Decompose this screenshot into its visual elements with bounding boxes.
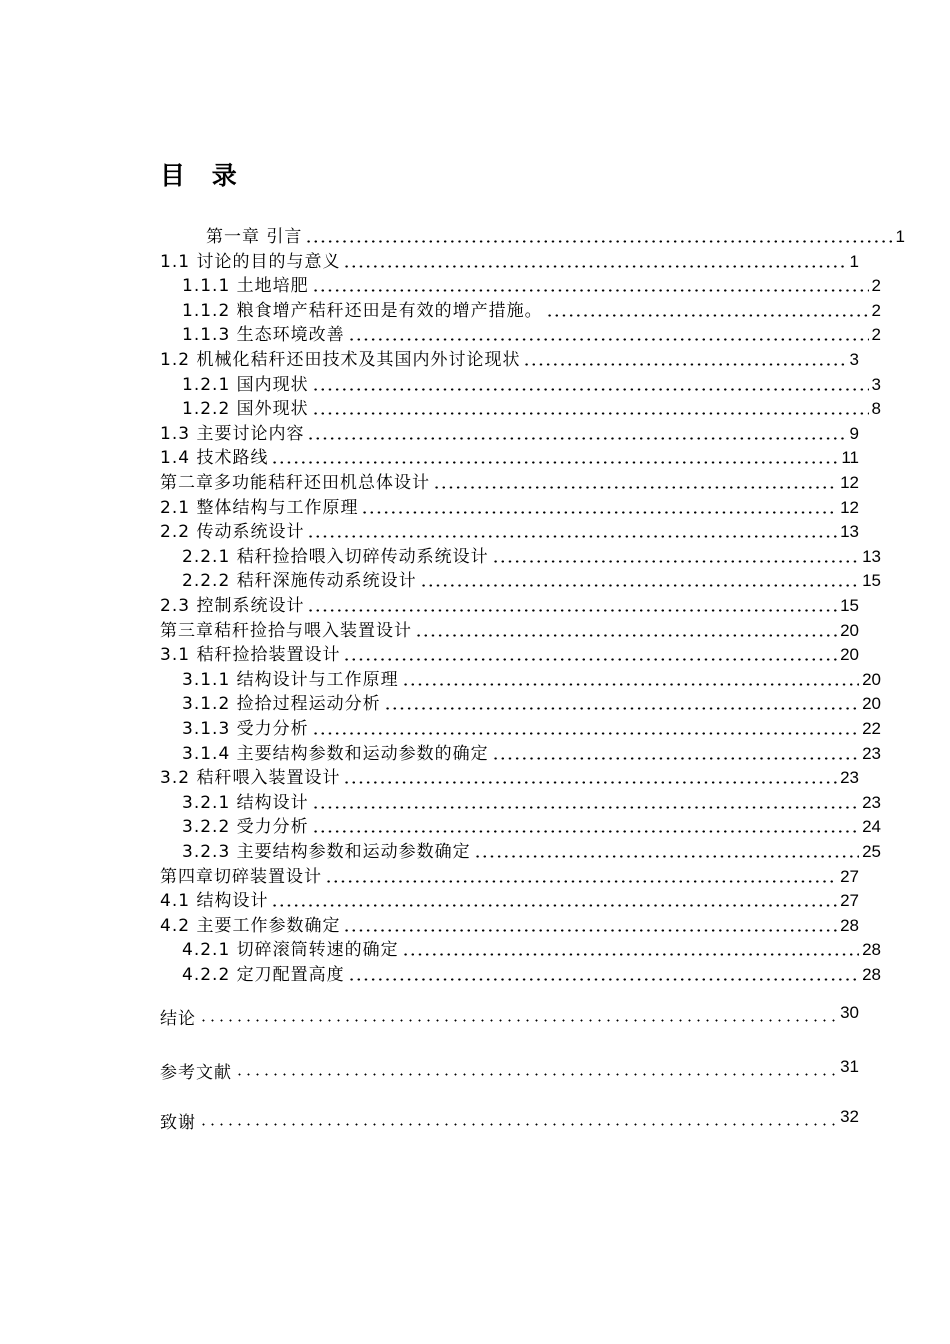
toc-entry-page-number: 20 [840, 645, 859, 665]
toc-entry-label: 1.2 机械化秸秆还田技术及其国内外讨论现状 [160, 350, 521, 370]
toc-entry-label: 4.2 主要工作参数确定 [160, 915, 341, 936]
toc-entry-page-number: 27 [840, 891, 859, 911]
toc-entry-label: 1.1 讨论的目的与意义 [160, 251, 341, 272]
toc-entry-page-number: 13 [862, 546, 881, 566]
toc-entry-page-number: 32 [840, 1107, 859, 1126]
toc-entry-label: 3.2 秸秆喂入装置设计 [160, 768, 341, 789]
toc-entry[interactable] [160, 247, 859, 273]
toc-entry[interactable] [160, 394, 881, 420]
toc-entry-label: 结论 [160, 1009, 196, 1029]
toc-entry-label: 1.2.2 国外现状 [182, 399, 309, 420]
toc-entry[interactable] [160, 468, 859, 494]
toc-entry-page-number: 9 [849, 423, 859, 443]
toc-entry-page-number: 3 [871, 374, 881, 394]
toc-entry-page-number: 20 [862, 669, 881, 689]
toc-entry-label: 2.1 整体结构与工作原理 [160, 497, 359, 518]
toc-entry-label: 4.2.1 切碎滚筒转速的确定 [182, 940, 399, 961]
toc-entry[interactable] [160, 370, 881, 396]
toc-entry-label: 参考文献 [160, 1063, 232, 1083]
toc-entry-label: 3.2.2 受力分析 [182, 817, 309, 838]
toc-entry[interactable] [160, 591, 859, 617]
toc-entry[interactable] [160, 886, 859, 912]
toc-entry-page-number: 23 [840, 768, 859, 788]
toc-dot-leader [523, 363, 846, 366]
toc-entry-page-number: 2 [871, 276, 881, 296]
toc-entry[interactable] [160, 689, 881, 715]
toc-entry-page-number: 27 [840, 866, 859, 886]
toc-entry-page-number: 25 [862, 842, 881, 861]
toc-entry-page-number: 31 [840, 1057, 859, 1076]
toc-entry-label: 3.1 秸秆捡拾装置设计 [160, 645, 341, 666]
toc-dot-leader [325, 880, 837, 883]
toc-entry[interactable] [160, 763, 859, 789]
toc-dot-leader [492, 757, 859, 760]
toc-entry-page-number: 24 [862, 817, 881, 837]
toc-dot-leader [420, 584, 859, 587]
toc-entry-page-number: 1 [849, 251, 859, 271]
toc-entry[interactable] [160, 616, 859, 642]
toc-entry[interactable] [160, 320, 881, 346]
toc-entry[interactable] [160, 443, 859, 469]
toc-dot-leader [546, 314, 869, 317]
toc-entry-label: 3.1.4 主要结构参数和运动参数的确定 [182, 743, 489, 764]
toc-entry-page-number: 2 [871, 325, 881, 345]
toc-dot-leader [305, 240, 892, 243]
toc-dot-leader [343, 265, 846, 268]
toc-dot-leader [348, 338, 869, 341]
toc-dot-leader [307, 609, 837, 612]
toc-entry-page-number: 13 [840, 522, 859, 542]
toc-entry[interactable] [160, 911, 859, 937]
toc-dot-leader [348, 978, 859, 981]
toc-dot-leader [384, 707, 859, 710]
toc-entry[interactable] [160, 935, 881, 961]
toc-entry-page-number: 1 [895, 227, 905, 246]
toc-dot-leader [199, 1019, 837, 1022]
toc-entry[interactable] [160, 493, 859, 519]
toc-dot-leader [402, 683, 859, 686]
toc-entry-page-number: 28 [840, 915, 859, 935]
toc-entry[interactable] [160, 222, 905, 248]
toc-dot-leader [307, 535, 837, 538]
toc-entry-page-number: 20 [840, 620, 859, 640]
toc-entry-label: 1.1.3 生态环境改善 [182, 325, 345, 346]
toc-entry-page-number: 28 [862, 940, 881, 960]
toc-entry-label: 第四章切碎装置设计 [160, 866, 322, 887]
toc-entry-label: 3.1.3 受力分析 [182, 719, 309, 739]
toc-entry-label: 第一章 引言 [206, 227, 303, 247]
toc-dot-leader [343, 929, 837, 932]
toc-dot-leader [271, 461, 838, 464]
toc-dot-leader [402, 953, 859, 956]
toc-dot-leader [312, 806, 859, 809]
toc-entry[interactable] [160, 271, 881, 297]
toc-entry-label: 致谢 [160, 1113, 196, 1133]
toc-entry[interactable] [160, 1108, 859, 1134]
toc-entry-label: 1.4 技术路线 [160, 448, 269, 469]
toc-entry[interactable] [160, 665, 881, 691]
toc-entry-label: 1.1.2 粮食增产秸秆还田是有效的增产措施。 [182, 300, 543, 321]
toc-entry-page-number: 3 [849, 350, 859, 369]
toc-entry-page-number: 28 [862, 965, 881, 984]
toc-entry-label: 2.2.2 秸秆深施传动系统设计 [182, 571, 417, 592]
toc-entry[interactable] [160, 517, 859, 543]
toc-dot-leader [343, 781, 837, 784]
toc-entry[interactable] [160, 1058, 859, 1084]
toc-entry-label: 2.2 传动系统设计 [160, 522, 305, 543]
toc-entry[interactable] [160, 960, 881, 986]
toc-entry-page-number: 12 [840, 473, 859, 492]
toc-dot-leader [312, 830, 859, 833]
toc-entry-label: 3.1.1 结构设计与工作原理 [182, 669, 399, 690]
toc-entry-page-number: 2 [871, 300, 881, 320]
toc-dot-leader [361, 511, 837, 514]
toc-dot-leader [271, 904, 837, 907]
toc-dot-leader [474, 855, 859, 858]
page-title: 目 录 [160, 161, 246, 190]
toc-entry-page-number: 15 [840, 596, 859, 615]
toc-entry[interactable] [160, 419, 859, 445]
toc-entry[interactable] [160, 566, 881, 592]
toc-entry[interactable] [160, 1004, 859, 1030]
toc-entry-page-number: 20 [862, 694, 881, 714]
toc-entry[interactable] [160, 862, 859, 888]
toc-dot-leader [343, 658, 837, 661]
toc-dot-leader [312, 412, 869, 415]
toc-entry-page-number: 11 [841, 448, 859, 468]
toc-entry-label: 第二章多功能秸秆还田机总体设计 [160, 473, 430, 493]
toc-entry[interactable] [160, 714, 881, 740]
toc-entry-label: 4.2.2 定刀配置高度 [182, 965, 345, 985]
toc-entry[interactable] [160, 345, 859, 371]
toc-entry-page-number: 8 [871, 399, 881, 419]
toc-entry-label: 4.1 结构设计 [160, 891, 269, 912]
toc-dot-leader [433, 486, 837, 489]
toc-dot-leader [307, 437, 846, 440]
toc-entry-label: 1.3 主要讨论内容 [160, 423, 305, 444]
toc-entry-label: 3.1.2 捡拾过程运动分析 [182, 694, 381, 715]
toc-entry-label: 3.2.1 结构设计 [182, 792, 309, 813]
toc-dot-leader [415, 634, 837, 637]
toc-entry-page-number: 12 [840, 497, 859, 517]
toc-entry[interactable] [160, 739, 881, 765]
toc-entry[interactable] [160, 788, 881, 814]
toc-entry-page-number: 15 [862, 571, 881, 591]
toc-dot-leader [492, 560, 859, 563]
toc-dot-leader [312, 732, 859, 735]
toc-entry-label: 1.1.1 土地培肥 [182, 276, 309, 297]
toc-entry[interactable] [160, 542, 881, 568]
toc-dot-leader [312, 289, 869, 292]
toc-entry[interactable] [160, 296, 881, 322]
toc-entry[interactable] [160, 812, 881, 838]
toc-entry-label: 1.2.1 国内现状 [182, 374, 309, 395]
toc-entry[interactable] [160, 640, 859, 666]
toc-entry-page-number: 30 [840, 1003, 859, 1022]
toc-dot-leader [199, 1123, 837, 1126]
toc-entry-page-number: 23 [862, 792, 881, 812]
toc-entry-label: 2.3 控制系统设计 [160, 596, 305, 616]
toc-dot-leader [235, 1073, 837, 1076]
toc-entry[interactable] [160, 837, 881, 863]
toc-dot-leader [312, 388, 869, 391]
toc-entry-label: 2.2.1 秸秆捡拾喂入切碎传动系统设计 [182, 546, 489, 567]
toc-entry-label: 第三章秸秆捡拾与喂入装置设计 [160, 620, 412, 641]
toc-entry-label: 3.2.3 主要结构参数和运动参数确定 [182, 842, 471, 862]
toc-entry-page-number: 23 [862, 743, 881, 763]
toc-entry-page-number: 22 [862, 719, 881, 738]
